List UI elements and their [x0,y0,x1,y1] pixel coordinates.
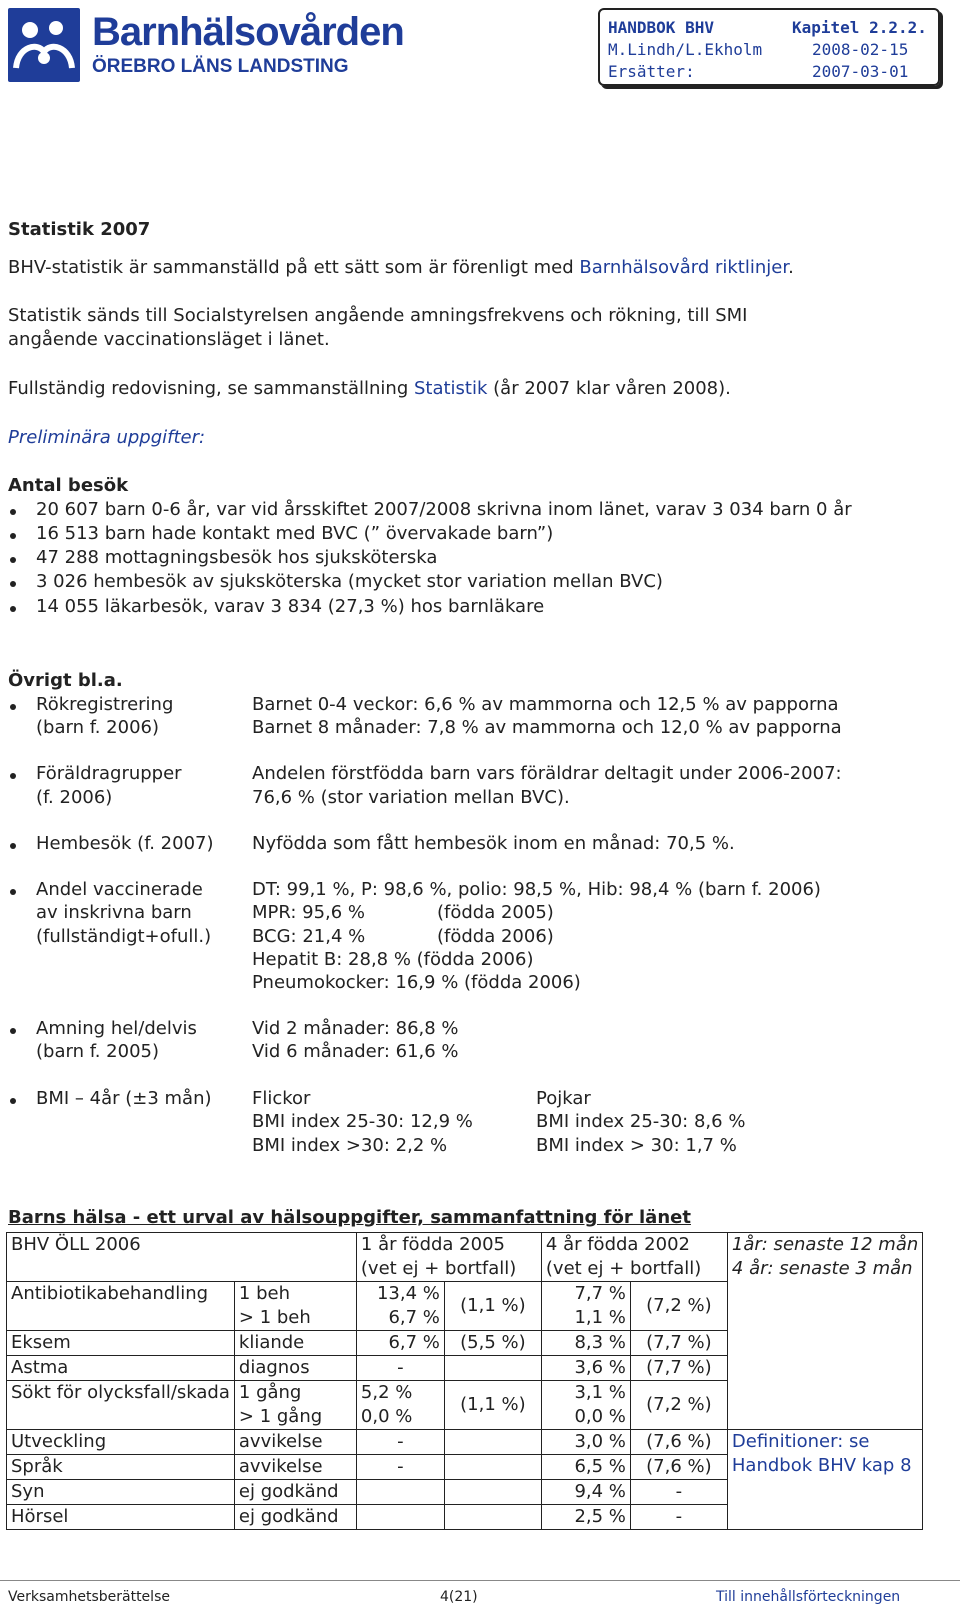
table-cell: 3,6 % [541,1356,630,1381]
table-cell [444,1455,541,1480]
bullet [10,581,16,587]
document-info-box [598,8,940,86]
table-cell: - [356,1356,444,1381]
visits-item-2: 16 513 barn hade kontakt med BVC (” övervakade barn”) [36,523,554,544]
table-cell [356,1505,444,1530]
table-header-label: (vet ej + bortfall) [360,1258,517,1279]
table-cell: - [356,1430,444,1455]
guidelines-link[interactable]: Barnhälsovård riktlinjer [579,257,789,278]
cell-line: 1 gång [238,1382,302,1403]
table-cell: (1,1 %) [444,1381,541,1430]
vaccine-value-pneumo: Pneumokocker: 16,9 % (födda 2006) [252,972,581,993]
bmi-girls-label: Flickor [252,1088,311,1109]
bullet [10,1028,16,1034]
table-cell: Sökt för olycksfall/skada [7,1381,235,1430]
cell-line: 5,2 % [360,1382,413,1403]
cell-line: > 1 beh [238,1307,311,1328]
bullet [10,509,16,515]
vaccine-label-2: av inskrivna barn [36,902,192,923]
statistics-link[interactable]: Statistik [413,378,488,399]
table-cell: diagnos [234,1356,356,1381]
bmi-boys-value-1: BMI index 25-30: 8,6 % [536,1111,746,1132]
bullet [10,773,16,779]
table-cell: Utveckling [7,1430,235,1455]
table-cell: 9,4 % [541,1480,630,1505]
bullet [10,557,16,563]
table-row [7,1505,923,1530]
intro-paragraph-3 [8,377,731,401]
breastfeeding-sublabel: (barn f. 2005) [36,1041,159,1062]
table-header-label: 1år: senaste 12 mån [731,1234,919,1255]
other-title: Övrigt bl.a. [8,670,123,691]
bmi-boys-label: Pojkar [536,1088,591,1109]
bmi-girls-value-1: BMI index 25-30: 12,9 % [252,1111,473,1132]
intro-text: BHV-statistik är sammanställd på ett sätt som är förenligt med [8,257,580,278]
smoking-value-2: Barnet 8 månader: 7,8 % av mammorna och 12,0 % av papporna [252,717,842,738]
cell-line: 6,7 % [388,1307,440,1328]
intro-text-end: (år 2007 klar våren 2008). [487,378,731,399]
toc-link[interactable]: Till innehållsförteckningen [716,1589,901,1605]
table-cell [356,1381,444,1430]
visits-item-5: 14 055 läkarbesök, varav 3 834 (27,3 %) hos barnläkare [36,596,545,617]
cell-line: 7,7 % [574,1283,626,1304]
table-cell: Eksem [7,1331,235,1356]
table-cell: (7,6 %) [630,1455,727,1480]
table-cell: (5,5 %) [444,1331,541,1356]
breastfeeding-value-1: Vid 2 månader: 86,8 % [252,1018,459,1039]
table-cell: ej godkänd [234,1505,356,1530]
table-cell [444,1480,541,1505]
table-header-cell [727,1233,922,1282]
vaccine-value-1: DT: 99,1 %, P: 98,6 %, polio: 98,5 %, Hib: 98,4 % (barn f. 2006) [252,879,821,900]
bmi-boys-value-2: BMI index > 30: 1,7 % [536,1135,737,1156]
vaccine-value-mpr: MPR: 95,6 % [252,902,366,923]
table-row [7,1331,923,1356]
definitions-note[interactable] [727,1430,922,1480]
brand-name: Barnhälsovården [92,10,404,54]
handbook-label: HANDBOK BHV [608,18,714,37]
table-cell [727,1282,922,1331]
table-cell [234,1282,356,1331]
replaces-label: Ersätter: [608,62,695,81]
table-cell: 2,5 % [541,1505,630,1530]
footer-title: Verksamhetsberättelse [8,1589,170,1605]
cell-line: 13,4 % [376,1283,440,1304]
vaccine-value-bcg: BCG: 21,4 % [252,926,366,947]
intro-text-end: . [788,257,794,278]
parents-value-1: Andelen förstfödda barn vars föräldrar deltagit under 2006-2007: [252,763,842,784]
table-cell: 8,3 % [541,1331,630,1356]
table-cell [356,1282,444,1331]
smoking-value-1: Barnet 0-4 veckor: 6,6 % av mammorna och 12,5 % av papporna [252,694,839,715]
table-cell: - [356,1455,444,1480]
cell-line: 1,1 % [574,1307,626,1328]
table-cell [727,1356,922,1381]
table-cell [444,1505,541,1530]
table-header-label: BHV ÖLL 2006 [11,1234,141,1255]
table-cell: 6,7 % [356,1331,444,1356]
replaces-date: 2007-03-01 [812,62,909,81]
table-cell: Syn [7,1480,235,1505]
table-header-label: (vet ej + bortfall) [545,1258,702,1279]
definitions-link[interactable]: Handbok BHV kap 8 [731,1455,912,1476]
table-cell [727,1381,922,1430]
parents-label: Föräldragrupper [36,763,182,784]
table-cell: (7,2 %) [630,1381,727,1430]
visits-item-4: 3 026 hembesök av sjuksköterska (mycket stor variation mellan BVC) [36,571,663,592]
table-cell: - [630,1505,727,1530]
table-cell [234,1381,356,1430]
homevisit-label: Hembesök (f. 2007) [36,833,214,854]
date-label: 2008-02-15 [812,40,909,59]
table-row [7,1381,923,1430]
bullet [10,843,16,849]
vaccine-value-hepatitis: Hepatit B: 28,8 % (födda 2006) [252,949,534,970]
table-cell: kliande [234,1331,356,1356]
region-name: ÖREBRO LÄNS LANDSTING [92,56,349,77]
parents-value-2: 76,6 % (stor variation mellan BVC). [252,787,570,808]
table-cell: - [630,1480,727,1505]
table-row [7,1356,923,1381]
table-header-cell [356,1233,541,1282]
cell-line: > 1 gång [238,1406,323,1427]
table-header-cell [7,1233,357,1282]
visits-item-3: 47 288 mottagningsbesök hos sjuksköterska [36,547,438,568]
bullet [10,1098,16,1104]
bmi-girls-value-2: BMI index >30: 2,2 % [252,1135,448,1156]
table-header-row [7,1233,923,1282]
page-number: 4(21) [440,1589,478,1605]
author-label: M.Lindh/L.Ekholm [608,40,763,59]
intro-paragraph-2-line-1: Statistik sänds till Socialstyrelsen angående amningsfrekvens och rökning, till SMI [8,305,748,326]
table-row [7,1430,923,1455]
table-cell [444,1430,541,1455]
table-cell: (7,7 %) [630,1356,727,1381]
cell-line: 1 beh [238,1283,290,1304]
homevisit-value: Nyfödda som fått hembesök inom en månad: 70,5 %. [252,833,735,854]
bullet [10,533,16,539]
table-cell [727,1505,922,1530]
table-cell [541,1282,630,1331]
cell-line: 0,0 % [360,1406,413,1427]
family-logo-icon [8,8,80,82]
breastfeeding-label: Amning hel/delvis [36,1018,197,1039]
table-header-label: 4 år: senaste 3 mån [731,1258,913,1279]
table-header-label: 4 år födda 2002 [545,1234,690,1255]
definitions-link[interactable]: Definitioner: se [731,1431,870,1452]
table-cell: (1,1 %) [444,1282,541,1331]
smoking-label: Rökregistrering [36,694,174,715]
table-row [7,1480,923,1505]
cell-line: 3,1 % [574,1382,626,1403]
section-title: Statistik 2007 [8,219,151,240]
table-cell [541,1381,630,1430]
table-cell: Antibiotikabehandling [7,1282,235,1331]
table-cell [356,1480,444,1505]
table-header-label: 1 år födda 2005 [360,1234,505,1255]
table-cell: 3,0 % [541,1430,630,1455]
bullet [10,889,16,895]
intro-paragraph-1 [8,256,794,280]
parents-sublabel: (f. 2006) [36,787,113,808]
logo [8,8,80,82]
chapter-label: Kapitel 2.2.2. [792,18,927,37]
preliminary-label: Preliminära uppgifter: [8,427,206,448]
visits-item-1: 20 607 barn 0-6 år, var vid årsskiftet 2007/2008 skrivna inom länet, varav 3 034 barn 0 år [36,499,852,520]
vaccine-label-1: Andel vaccinerade [36,879,203,900]
table-cell: Hörsel [7,1505,235,1530]
table-cell: Astma [7,1356,235,1381]
table-cell: (7,2 %) [630,1282,727,1331]
table-cell [727,1331,922,1356]
table-cell: avvikelse [234,1430,356,1455]
vaccine-value-bcg-year: (födda 2006) [437,926,554,947]
breastfeeding-value-2: Vid 6 månader: 61,6 % [252,1041,459,1062]
bullet [10,606,16,612]
intro-paragraph-2-line-2: angående vaccinationsläget i länet. [8,329,330,350]
bullet [10,704,16,710]
health-table [6,1232,923,1530]
table-cell [444,1356,541,1381]
table-cell: Språk [7,1455,235,1480]
smoking-sublabel: (barn f. 2006) [36,717,159,738]
vaccine-label-3: (fullständigt+ofull.) [36,926,212,947]
vaccine-value-mpr-year: (födda 2005) [437,902,554,923]
table-cell: (7,6 %) [630,1430,727,1455]
visits-title: Antal besök [8,475,129,496]
cell-line: 0,0 % [574,1406,626,1427]
table-cell: ej godkänd [234,1480,356,1505]
table-header-cell [541,1233,727,1282]
bmi-label: BMI – 4år (±3 mån) [36,1088,212,1109]
table-cell [727,1480,922,1505]
table-row [7,1282,923,1331]
health-table-title: Barns hälsa - ett urval av hälsouppgifter, sammanfattning för länet [8,1207,691,1228]
intro-text: Fullständig redovisning, se sammanställning [8,378,414,399]
table-cell: 6,5 % [541,1455,630,1480]
table-cell: (7,7 %) [630,1331,727,1356]
table-cell: avvikelse [234,1455,356,1480]
footer-divider [0,1580,960,1581]
